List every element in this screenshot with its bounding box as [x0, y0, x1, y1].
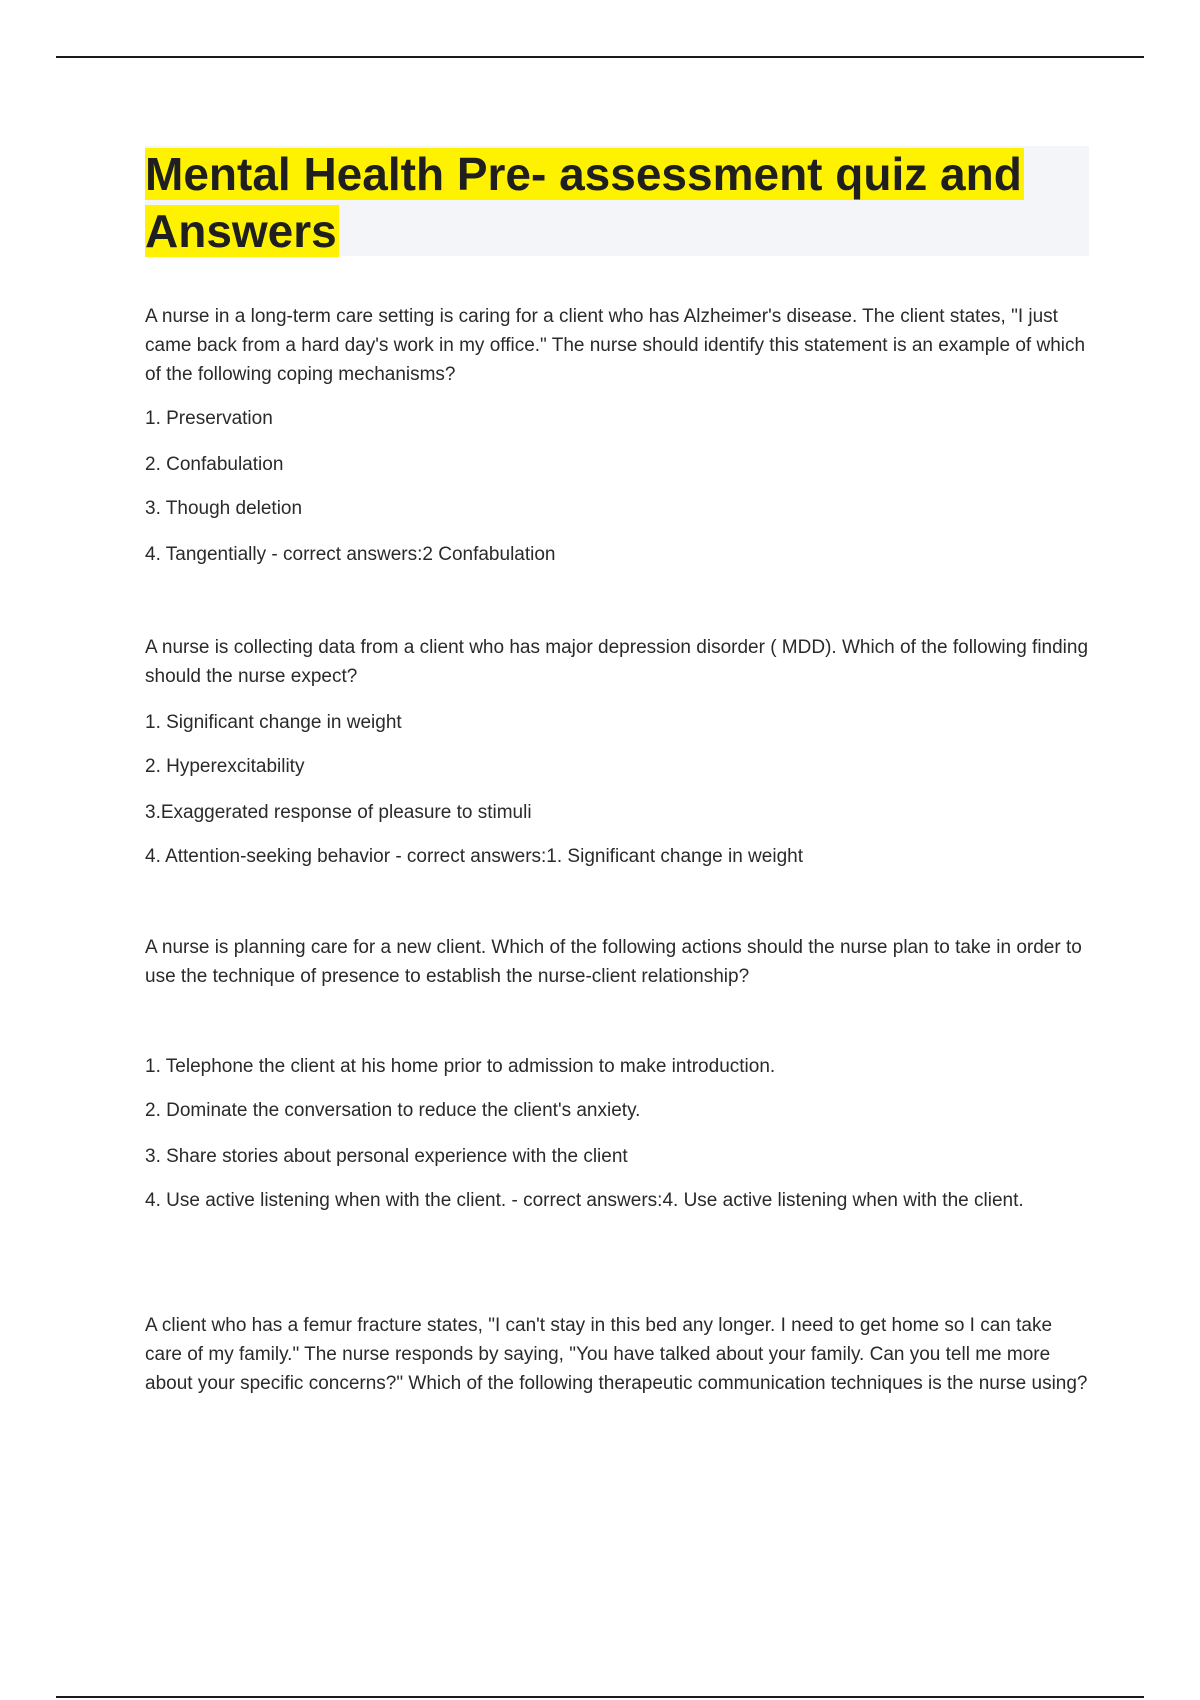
question-4	[145, 1311, 1090, 1398]
question-3-option-4: 4. Use active listening when with the client. - correct answers:4. Use active listening when with the client.	[145, 1190, 1024, 1211]
question-3-option-2: 2. Dominate the conversation to reduce the client's anxiety.	[145, 1100, 641, 1121]
question-4-text: A client who has a femur fracture states, "I can't stay in this bed any longer. I need to get home so I can take care of my family." The nurse responds by saying, "You have talked about your family. Can you tell me more about your specific concerns?" Which of the following therapeutic communication techniques is the nurse using?	[145, 1315, 1088, 1394]
question-2-option-4: 4. Attention-seeking behavior - correct answers:1. Significant change in weight	[145, 846, 803, 867]
document-title	[145, 146, 1089, 260]
question-2	[145, 633, 1090, 871]
top-rule	[56, 56, 1144, 58]
question-1-option-3: 3. Though deletion	[145, 498, 303, 519]
question-3	[145, 933, 1090, 1215]
question-3-text: A nurse is planning care for a new client. Which of the following actions should the nurse plan to take in order to use the technique of presence to establish the nurse-client relationship?	[145, 937, 1082, 987]
question-2-option-3: 3.Exaggerated response of pleasure to stimuli	[145, 802, 532, 823]
question-2-option-2: 2. Hyperexcitability	[145, 756, 305, 777]
question-3-option-1: 1. Telephone the client at his home prior to admission to make introduction.	[145, 1056, 776, 1077]
question-1-option-4: 4. Tangentially - correct answers:2 Confabulation	[145, 544, 556, 565]
title-block	[145, 146, 1089, 256]
question-2-text: A nurse is collecting data from a client who has major depression disorder ( MDD). Which of the following finding should the nurse expect?	[145, 637, 1089, 687]
bottom-rule	[56, 1696, 1144, 1698]
question-2-option-1: 1. Significant change in weight	[145, 712, 402, 733]
question-1-option-2: 2. Confabulation	[145, 454, 284, 475]
question-1-text: A nurse in a long-term care setting is caring for a client who has Alzheimer's disease. The client states, "I just came back from a hard day's work in my office." The nurse should identify this statement is an example of which of the following coping mechanisms?	[145, 306, 1086, 385]
question-3-option-3: 3. Share stories about personal experience with the client	[145, 1146, 628, 1167]
document-title-text: Mental Health Pre- assessment quiz and Answers	[145, 148, 1022, 257]
question-1	[145, 302, 1090, 569]
question-1-option-1: 1. Preservation	[145, 408, 273, 429]
